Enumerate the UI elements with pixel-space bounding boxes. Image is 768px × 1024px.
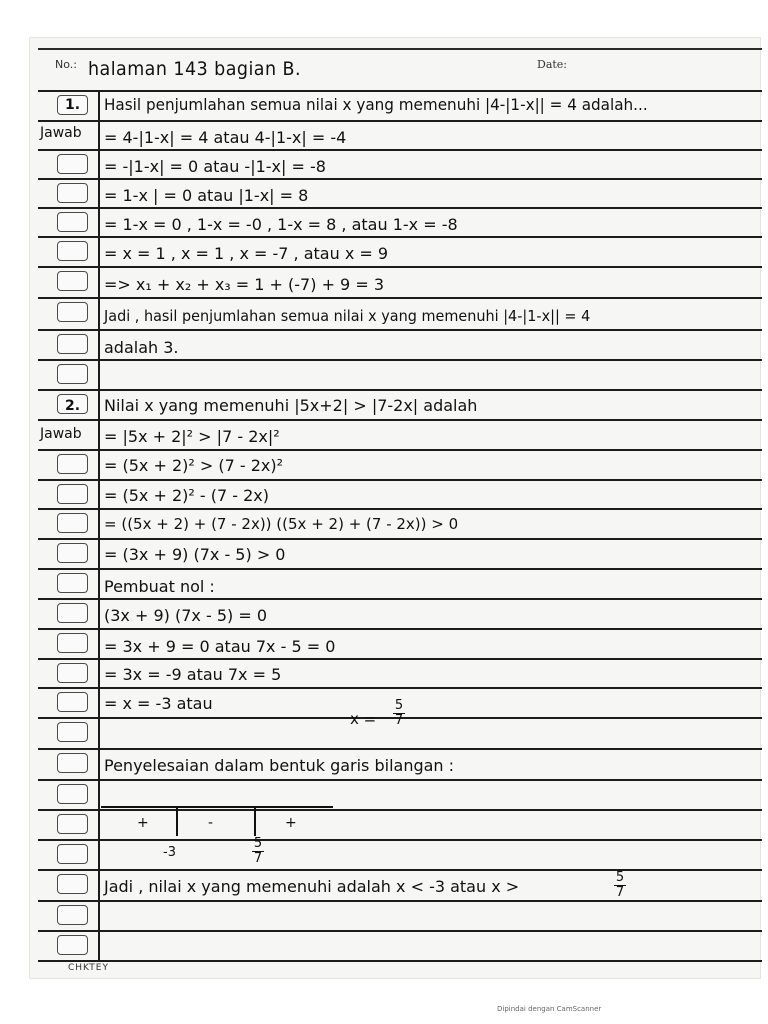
ruled-line: [38, 297, 762, 299]
margin-line: [98, 90, 100, 960]
ruled-line: [38, 479, 762, 481]
row-checkbox: [57, 603, 88, 623]
notebook-brand: CHKTEY: [68, 963, 109, 973]
ruled-line: [38, 900, 762, 902]
number-line-sign-1: +: [137, 815, 149, 831]
ruled-line: [38, 178, 762, 180]
row-checkbox: [57, 302, 88, 322]
ruled-line: [38, 419, 762, 421]
q1-answer: adalah 3.: [104, 338, 179, 357]
row-checkbox: [57, 212, 88, 232]
q2-fraction-denominator: 7: [394, 713, 404, 728]
row-checkbox: [57, 633, 88, 653]
no-label: No.:: [55, 58, 77, 71]
q2-line-7: (3x + 9) (7x - 5) = 0: [104, 606, 267, 625]
ruled-line: [38, 568, 762, 570]
ruled-line: [38, 236, 762, 238]
row-checkbox: [57, 364, 88, 384]
row-checkbox: [57, 753, 88, 773]
row-checkbox: [57, 543, 88, 563]
q2-line-8: = 3x + 9 = 0 atau 7x - 5 = 0: [104, 637, 336, 656]
q1-line-1: = 4-|1-x| = 4 atau 4-|1-x| = -4: [104, 128, 347, 147]
number-line-point-1: -3: [163, 845, 176, 860]
row-checkbox: [57, 573, 88, 593]
ruled-line: [38, 389, 762, 391]
q2-line-10: = x = -3 atau: [104, 694, 213, 713]
q2-line-5: = (3x + 9) (7x - 5) > 0: [104, 545, 286, 564]
ruled-line: [38, 839, 762, 841]
question-2-number: 2.: [64, 398, 81, 414]
number-line-tick-2: [254, 806, 256, 836]
page-title: halaman 143 bagian B.: [88, 58, 301, 80]
q2-line-2: = (5x + 2)² > (7 - 2x)²: [104, 456, 284, 475]
row-checkbox: [57, 183, 88, 203]
row-checkbox: [57, 271, 88, 291]
ruled-line: [38, 809, 762, 811]
q1-line-3: = 1-x | = 0 atau |1-x| = 8: [104, 186, 309, 205]
q2-number-line-heading: Penyelesaian dalam bentuk garis bilangan :: [104, 756, 455, 775]
q2-fraction: [391, 700, 407, 727]
ruled-line: [38, 449, 762, 451]
q2-line-3: = (5x + 2)² - (7 - 2x): [104, 486, 269, 505]
ruled-line: [38, 779, 762, 781]
q1-line-6: => x₁ + x₂ + x₃ = 1 + (-7) + 9 = 3: [104, 275, 384, 294]
ruled-line: [38, 207, 762, 209]
number-line-sign-2: -: [208, 815, 214, 831]
row-checkbox: [57, 784, 88, 804]
q2-line-4: = ((5x + 2) + (7 - 2x)) ((5x + 2) + (7 - 2x)) > 0: [104, 515, 459, 533]
ruled-line: [38, 748, 762, 750]
number-line-point-2-num: 5: [253, 836, 263, 851]
row-checkbox: [57, 874, 88, 894]
ruled-line: [38, 687, 762, 689]
q1-line-4: = 1-x = 0 , 1-x = -0 , 1-x = 8 , atau 1-x = -8: [104, 215, 458, 234]
q2-line-1: = |5x + 2|² > |7 - 2x|²: [104, 427, 280, 446]
row-checkbox: [57, 722, 88, 742]
q2-zero-maker-label: Pembuat nol :: [104, 577, 215, 596]
row-checkbox: [57, 154, 88, 174]
q2-fraction-label: x =: [350, 710, 377, 728]
row-checkbox: [57, 905, 88, 925]
ruled-line: [38, 538, 762, 540]
q2-fraction-numerator: 5: [394, 698, 404, 713]
row-checkbox: [57, 241, 88, 261]
q1-line-5: = x = 1 , x = 1 , x = -7 , atau x = 9: [104, 244, 389, 263]
ruled-line: [38, 508, 762, 510]
q1-conclusion: Jadi , hasil penjumlahan semua nilai x yang memenuhi |4-|1-x|| = 4: [104, 307, 591, 325]
row-checkbox: [57, 844, 88, 864]
question-2-text: Nilai x yang memenuhi |5x+2| > |7-2x| adalah: [104, 396, 478, 415]
ruled-line: [38, 658, 762, 660]
row-checkbox: [57, 484, 88, 504]
row-checkbox: [57, 513, 88, 533]
scanner-watermark: Dipindai dengan CamScanner: [497, 1005, 602, 1013]
row-checkbox: [57, 663, 88, 683]
top-rule: [38, 48, 762, 50]
question-1-number: 1.: [64, 97, 81, 113]
ruled-line: [38, 628, 762, 630]
row-checkbox: [57, 692, 88, 712]
row-checkbox: [57, 935, 88, 955]
ruled-line: [38, 869, 762, 871]
number-line-axis: [101, 806, 333, 808]
q2-conclusion: Jadi , nilai x yang memenuhi adalah x < -3 atau x >: [104, 877, 520, 896]
number-line-sign-3: +: [285, 815, 297, 831]
question-2-jawab-label: Jawab: [40, 426, 82, 442]
ruled-line: [38, 359, 762, 361]
ruled-line: [38, 90, 762, 92]
number-line-point-2-den: 7: [253, 851, 263, 866]
number-line-point-2: [250, 838, 266, 865]
ruled-line: [38, 930, 762, 932]
ruled-line: [38, 149, 762, 151]
ruled-line: [38, 960, 762, 962]
ruled-line: [38, 120, 762, 122]
q2-line-9: = 3x = -9 atau 7x = 5: [104, 665, 282, 684]
q2-final-fraction-den: 7: [615, 885, 625, 900]
row-checkbox: [57, 334, 88, 354]
q1-line-2: = -|1-x| = 0 atau -|1-x| = -8: [104, 157, 326, 176]
question-1-text: Hasil penjumlahan semua nilai x yang memenuhi |4-|1-x|| = 4 adalah...: [104, 95, 648, 114]
ruled-line: [38, 598, 762, 600]
row-checkbox: [57, 814, 88, 834]
date-label: Date:: [537, 58, 568, 71]
ruled-line: [38, 329, 762, 331]
row-checkbox: [57, 454, 88, 474]
q2-final-fraction: [612, 872, 628, 899]
question-1-jawab-label: Jawab: [40, 125, 82, 141]
ruled-line: [38, 266, 762, 268]
number-line-tick-1: [176, 806, 178, 836]
q2-final-fraction-num: 5: [615, 870, 625, 885]
